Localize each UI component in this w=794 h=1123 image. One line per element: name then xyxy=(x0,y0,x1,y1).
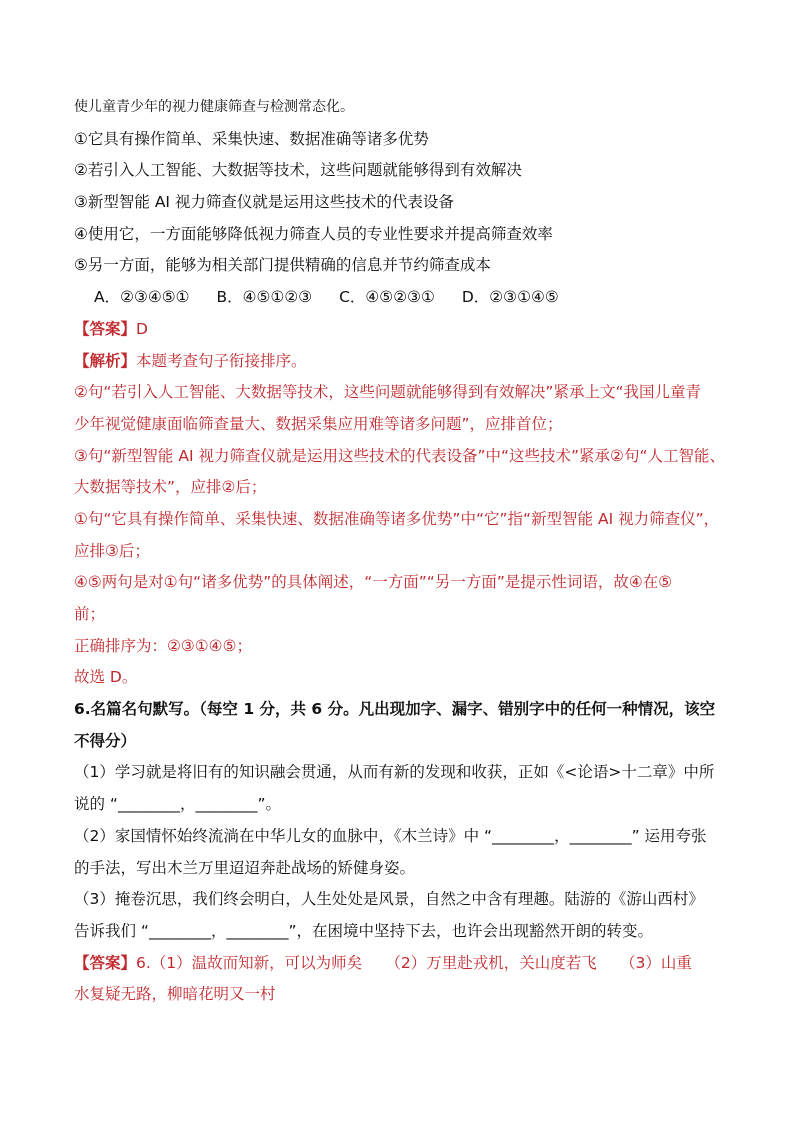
sentence-1: ①它具有操作简单、采集快速、数据准确等诸多优势 xyxy=(74,129,429,148)
analysis-line-1 xyxy=(74,350,724,372)
option-c: C．④⑤②③① xyxy=(339,288,435,307)
question6-answer-tag: 【答案】 xyxy=(74,953,137,972)
sentence-5: ⑤另一方面，能够为相关部门提供精确的信息并节约筛查成本 xyxy=(74,256,491,275)
analysis-line-11: 故选 D。 xyxy=(74,668,138,687)
analysis-text: 本题考查句子衔接排序。 xyxy=(136,351,307,370)
document-body xyxy=(74,96,724,1015)
option-a: A．②③④⑤① xyxy=(94,288,190,307)
question6-item-1a: （1）学习就是将旧有的知识融会贯通，从而有新的发现和收获，正如《<论语>十二章》中所 xyxy=(74,763,715,782)
analysis-line-5: 大数据等技术”，应排②后； xyxy=(74,478,267,497)
option-d: D．②③①④⑤ xyxy=(461,288,559,307)
sentence-4: ④使用它，一方面能够降低视力筛查人员的专业性要求并提高筛查效率 xyxy=(74,224,553,243)
question5-intro: 使儿童青少年的视力健康筛查与检测常态化。 xyxy=(74,99,354,115)
option-b: B．④⑤①②③ xyxy=(216,288,313,307)
analysis-line-6: ①句“它具有操作简单、采集快速、数据准确等诸多优势”中“它”指“新型智能 AI 视力筛查仪”， xyxy=(74,509,720,528)
question6-item-3b: 告诉我们 “________，________”，在困境中坚持下去，也许会出现豁然开朗的转变。 xyxy=(74,921,653,940)
analysis-line-7: 应排③后； xyxy=(74,541,150,560)
answer-line xyxy=(74,318,724,340)
sentence-3: ③新型智能 AI 视力筛查仪就是运用这些技术的代表设备 xyxy=(74,193,454,212)
analysis-line-9: 前； xyxy=(74,605,106,623)
analysis-line-3: 少年视觉健康面临筛查量大、数据采集应用难等诸多问题”，应排首位； xyxy=(74,414,563,433)
question6-item-2a: （2）家国情怀始终流淌在中华儿女的血脉中，《木兰诗》中 “________，________” 运用夸张 xyxy=(74,826,707,845)
analysis-line-4: ③句“新型智能 AI 视力筛查仪就是运用这些技术的代表设备”中“这些技术”紧承②句“人工智能、 xyxy=(74,446,725,465)
question6-answer-2: 水复疑无路，柳暗花明又一村 xyxy=(74,985,276,1004)
question6-answer-text: 6.（1）温故而知新，可以为师矣 （2）万里赴戎机，关山度若飞 （3）山重 xyxy=(136,953,692,972)
answer-value: D xyxy=(136,319,148,338)
question6-answer-1 xyxy=(74,952,724,974)
sentence-2: ②若引入人工智能、大数据等技术，这些问题就能够得到有效解决 xyxy=(74,161,522,180)
question6-title-2: 不得分） xyxy=(74,731,137,750)
question6-item-1b: 说的 “________，________”。 xyxy=(74,795,281,814)
answer-tag: 【答案】 xyxy=(74,319,137,338)
analysis-tag: 【解析】 xyxy=(74,351,137,370)
question6-item-3a: （3）掩卷沉思，我们终会明白，人生处处是风景，自然之中含有理趣。陆游的《游山西村》 xyxy=(74,890,704,909)
question6-title-1: 6.名篇名句默写。（每空 1 分，共 6 分。凡出现加字、漏字、错别字中的任何一种情况，该空 xyxy=(74,700,716,719)
analysis-line-2: ②句“若引入人工智能、大数据等技术，这些问题就能够得到有效解决”紧承上文“我国儿童青 xyxy=(74,383,701,402)
answer-options xyxy=(74,286,724,308)
question6-item-2b: 的手法，写出木兰万里迢迢奔赴战场的矫健身姿。 xyxy=(74,858,416,877)
analysis-line-8: ④⑤两句是对①句“诸多优势”的具体阐述，“一方面”“另一方面”是提示性词语，故④在⑤ xyxy=(74,573,673,592)
analysis-line-10: 正确排序为：②③①④⑤； xyxy=(74,636,252,655)
